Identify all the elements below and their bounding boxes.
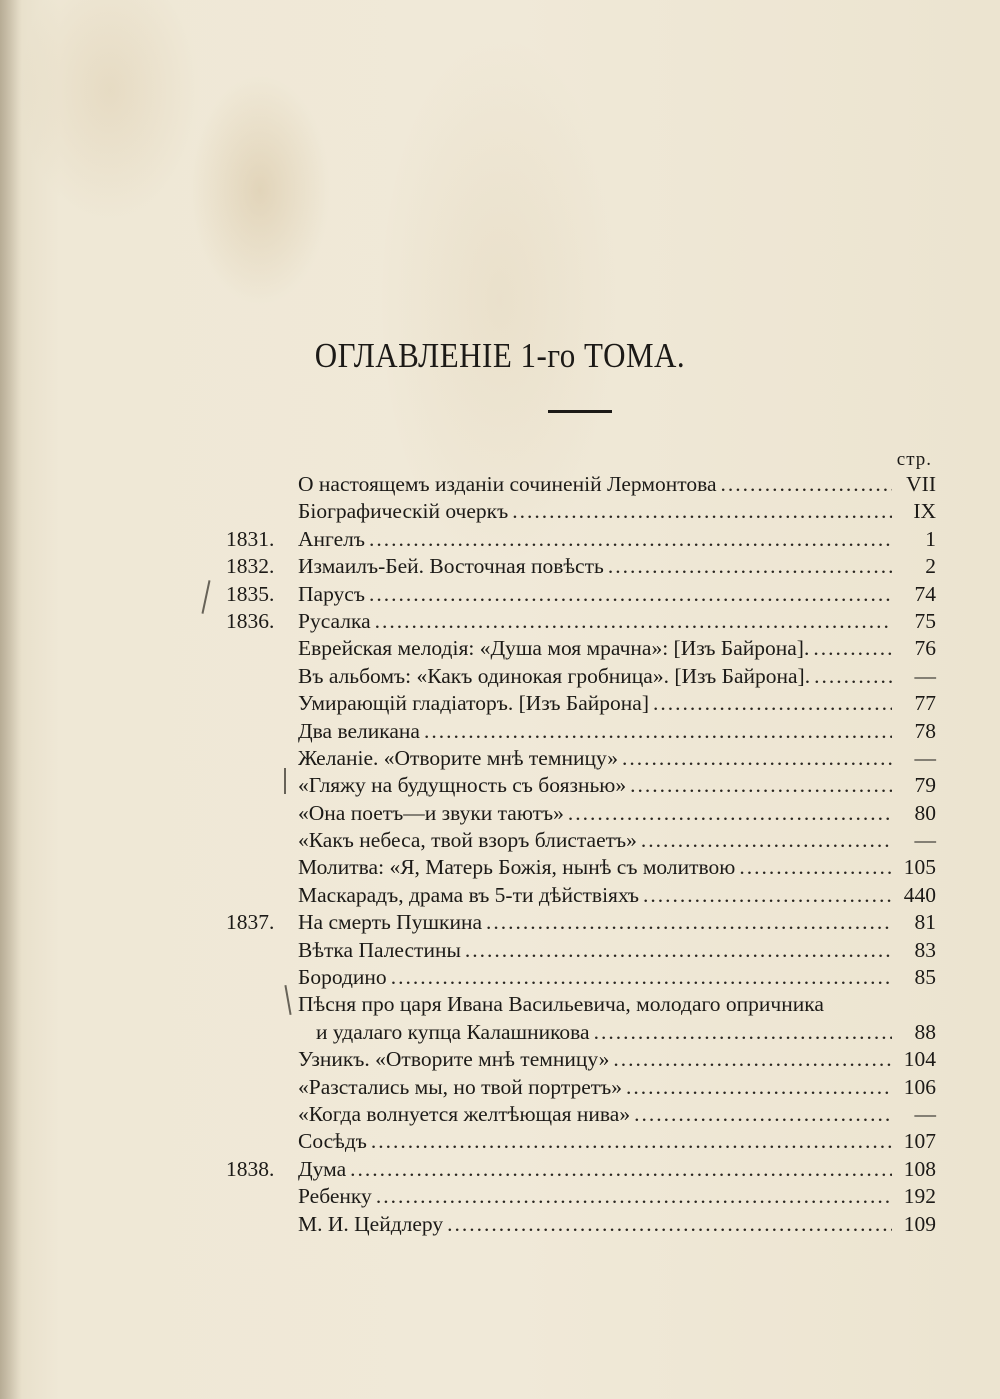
toc-page-number: VII <box>906 472 936 496</box>
toc-entry <box>226 498 946 525</box>
toc-title: О настоящемъ изданiи сочиненiй Лермонтова <box>298 472 717 496</box>
toc-title: Бородино <box>298 965 387 990</box>
toc-entry-line <box>298 1101 946 1128</box>
toc-page-number: 74 <box>914 581 936 606</box>
dot-leader <box>568 800 892 827</box>
dot-leader <box>594 1019 892 1046</box>
toc-entry-line <box>298 800 946 827</box>
dot-leader <box>653 690 892 717</box>
toc-entry-line <box>298 909 946 936</box>
toc-entry-line <box>298 1156 946 1183</box>
toc-entry-line <box>298 1046 946 1073</box>
toc-entry-line <box>298 608 946 635</box>
toc-title: «Разстались мы, но твой портретъ» <box>298 1074 623 1099</box>
toc-page-number: 88 <box>914 1019 936 1044</box>
toc-entry <box>226 1019 946 1046</box>
dot-leader <box>350 1156 892 1183</box>
toc-year: 1832. <box>226 554 275 579</box>
toc-page-number: 78 <box>914 718 936 743</box>
dot-leader <box>486 909 892 936</box>
dot-leader <box>814 663 892 690</box>
toc-entry <box>226 663 946 690</box>
toc-title: Узникъ. «Отворите мнѣ темницу» <box>298 1047 610 1072</box>
toc-page-number: 81 <box>914 910 936 935</box>
toc-page-number: 80 <box>914 800 936 825</box>
dot-leader <box>608 553 892 580</box>
toc-entry-line <box>298 635 946 662</box>
dot-leader <box>630 772 892 799</box>
toc-title: Умирающiй гладiаторъ. [Изъ Байрона] <box>298 691 649 716</box>
toc-page-number: 109 <box>903 1211 936 1236</box>
dot-leader <box>424 718 892 745</box>
toc-title: «Она поетъ—и звуки таютъ» <box>298 800 564 825</box>
toc-title: «Какъ небеса, твой взоръ блистаетъ» <box>298 828 637 853</box>
toc-entry-line <box>298 854 946 881</box>
dot-leader <box>643 882 892 909</box>
toc-entry <box>226 964 946 991</box>
dot-leader <box>369 581 892 608</box>
toc-entry <box>226 718 946 745</box>
toc-page-number: 79 <box>914 773 936 798</box>
toc-entry-line <box>298 581 946 608</box>
toc-entry <box>226 635 946 662</box>
toc-entry-line <box>298 882 946 909</box>
toc-page-number: IX <box>913 499 936 524</box>
toc-entry <box>226 854 946 881</box>
toc-entry <box>226 772 946 799</box>
dot-leader <box>447 1211 892 1238</box>
toc-entry <box>226 745 946 772</box>
toc-page-number: 105 <box>903 855 936 880</box>
toc-entry <box>226 1046 946 1073</box>
toc-title: Вѣтка Палестины <box>298 937 461 962</box>
toc-entry <box>226 471 946 498</box>
toc-page-number: 2 <box>925 554 936 579</box>
toc-entry-line <box>298 1128 946 1155</box>
toc-entry <box>226 991 946 1018</box>
toc-entry-line <box>298 718 946 745</box>
title-rule <box>548 410 612 413</box>
dot-leader <box>613 1046 892 1073</box>
toc-page-number: 106 <box>903 1074 936 1099</box>
toc-title: «Когда волнуется желтѣющая нива» <box>298 1101 631 1126</box>
toc-page-number: 107 <box>903 1129 936 1154</box>
toc-entry-line <box>298 1074 946 1101</box>
toc-entry-line <box>298 471 946 498</box>
toc-entry <box>226 882 946 909</box>
toc-year: 1835. <box>226 581 275 606</box>
toc-entry <box>226 827 946 854</box>
dot-leader <box>391 964 892 991</box>
toc-entry-line <box>298 1183 946 1210</box>
toc-page-number: 77 <box>914 691 936 716</box>
toc-title: Дума <box>298 1156 347 1181</box>
toc-title: Пѣсня про царя Ивана Васильевича, молодаго опричника <box>298 992 824 1017</box>
toc-entry <box>226 1074 946 1101</box>
toc-entry <box>226 1101 946 1128</box>
toc-entry-line <box>298 498 946 525</box>
toc-entry-line <box>298 663 946 690</box>
dot-leader <box>375 608 892 635</box>
toc-entry <box>226 1211 946 1238</box>
toc-entry-line <box>298 991 946 1018</box>
dot-leader <box>634 1101 892 1128</box>
toc-title: Маскарадъ, драма въ 5-ти дѣйствiяхъ <box>298 882 639 907</box>
toc-entry <box>226 909 946 936</box>
toc-entry-line <box>298 745 946 772</box>
toc-title: Сосѣдъ <box>298 1129 367 1154</box>
table-of-contents <box>226 471 946 1238</box>
toc-entry <box>226 526 946 553</box>
toc-title: На смерть Пушкина <box>298 910 483 935</box>
toc-title: Парусъ <box>298 581 365 606</box>
toc-page-number: 1 <box>925 526 936 551</box>
toc-entry-line <box>298 964 946 991</box>
pencil-mark <box>201 580 210 614</box>
toc-entry-line <box>298 772 946 799</box>
toc-entry <box>226 800 946 827</box>
toc-page-number: 104 <box>903 1047 936 1072</box>
toc-entry-line <box>298 827 946 854</box>
toc-entry <box>226 608 946 635</box>
toc-page-number: — <box>914 663 936 688</box>
toc-title: Въ альбомъ: «Какъ одинокая гробница». [Изъ Байрона]. <box>298 663 811 688</box>
toc-entry <box>226 553 946 580</box>
page-column-header: стр. <box>896 449 932 470</box>
toc-entry <box>226 937 946 964</box>
toc-title: Еврейская мелодiя: «Душа моя мрачна»: [Изъ Байрона]. <box>298 636 810 661</box>
toc-entry-line <box>298 690 946 717</box>
toc-page-number: 76 <box>914 636 936 661</box>
pencil-mark <box>284 768 286 794</box>
toc-entry-line <box>298 937 946 964</box>
toc-title: М. И. Цейдлеру <box>298 1211 444 1236</box>
toc-title: Ангелъ <box>298 526 365 551</box>
toc-title: Русалка <box>298 608 371 633</box>
toc-page-number: 440 <box>903 882 936 907</box>
dot-leader <box>369 526 892 553</box>
toc-entry <box>226 690 946 717</box>
dot-leader <box>720 471 892 498</box>
dot-leader <box>813 635 892 662</box>
toc-year: 1838. <box>226 1156 275 1181</box>
toc-entry <box>226 1156 946 1183</box>
dot-leader <box>626 1074 892 1101</box>
toc-entry-line <box>316 1019 946 1046</box>
toc-title: Молитва: «Я, Матерь Божiя, нынѣ съ молитвою <box>298 855 736 880</box>
toc-entry-line <box>298 553 946 580</box>
dot-leader <box>622 745 892 772</box>
toc-page-number: 75 <box>914 608 936 633</box>
toc-page-number: — <box>914 745 936 770</box>
dot-leader <box>641 827 892 854</box>
toc-title: Два великана <box>298 718 420 743</box>
toc-title: и удалаго купца Калашникова <box>316 1019 590 1044</box>
toc-entry <box>226 581 946 608</box>
dot-leader <box>376 1183 892 1210</box>
toc-entry <box>226 1183 946 1210</box>
toc-entry-line <box>298 526 946 553</box>
dot-leader <box>739 854 892 881</box>
toc-page-number: 85 <box>914 965 936 990</box>
toc-page-number: — <box>914 1101 936 1126</box>
toc-page-number: 108 <box>903 1156 936 1181</box>
spine-shadow <box>0 0 22 1399</box>
dot-leader <box>512 498 892 525</box>
dot-leader <box>371 1128 892 1155</box>
toc-page-number: 83 <box>914 937 936 962</box>
toc-title: Измаилъ-Бей. Восточная повѣсть <box>298 554 604 579</box>
toc-page-number: — <box>914 828 936 853</box>
toc-year: 1836. <box>226 608 275 633</box>
toc-title: Ребенку <box>298 1184 372 1209</box>
toc-title: Желанiе. «Отворите мнѣ темницу» <box>298 745 619 770</box>
page-title: ОГЛАВЛЕНIЕ 1-го ТОМА. <box>314 335 686 376</box>
toc-year: 1837. <box>226 910 275 935</box>
dot-leader <box>465 937 892 964</box>
toc-entry-line <box>298 1211 946 1238</box>
toc-entry <box>226 1128 946 1155</box>
toc-year: 1831. <box>226 526 275 551</box>
toc-title: «Гляжу на будущность съ боязнью» <box>298 773 627 798</box>
toc-title: Бiографическiй очеркъ <box>298 499 509 524</box>
toc-page-number: 192 <box>903 1184 936 1209</box>
